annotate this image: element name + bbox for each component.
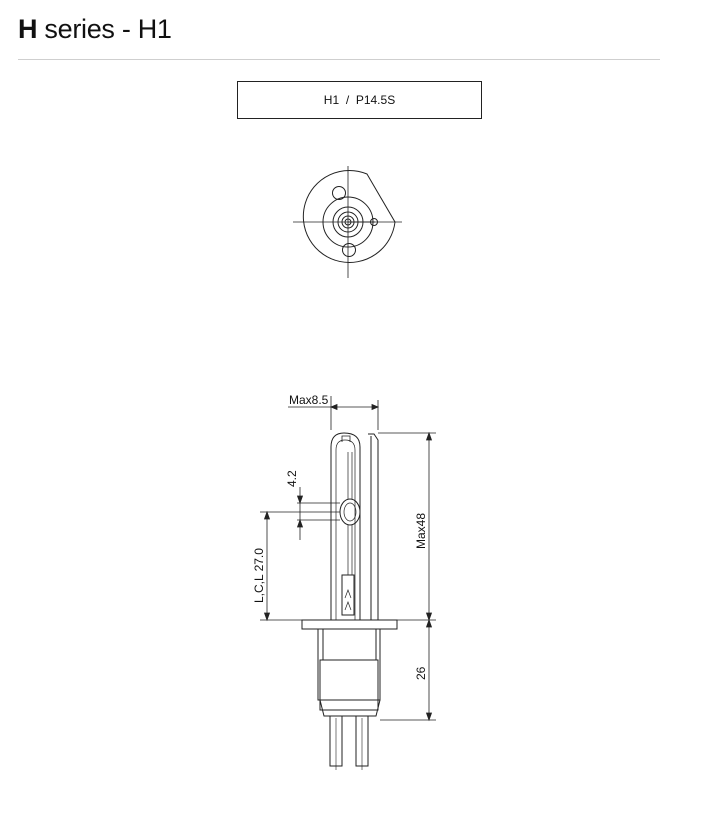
spec-lamp-type: H1	[323, 93, 340, 107]
dim-light-center-label: L,C,L 27.0	[252, 548, 266, 603]
page-title-rest: series - H1	[37, 14, 172, 44]
spec-separator: /	[345, 93, 350, 107]
dim-max-width-label: Max8.5	[289, 393, 329, 407]
dim-max-length-label: Max48	[414, 512, 428, 549]
dim-base-length-label: 26	[414, 666, 428, 680]
page-title-series-letter: H	[18, 14, 38, 44]
base-top-view	[293, 166, 402, 278]
bulb-side-view	[302, 433, 397, 770]
dim-offset-label: 4.2	[285, 470, 299, 487]
spec-base-type: P14.5S	[355, 93, 396, 107]
